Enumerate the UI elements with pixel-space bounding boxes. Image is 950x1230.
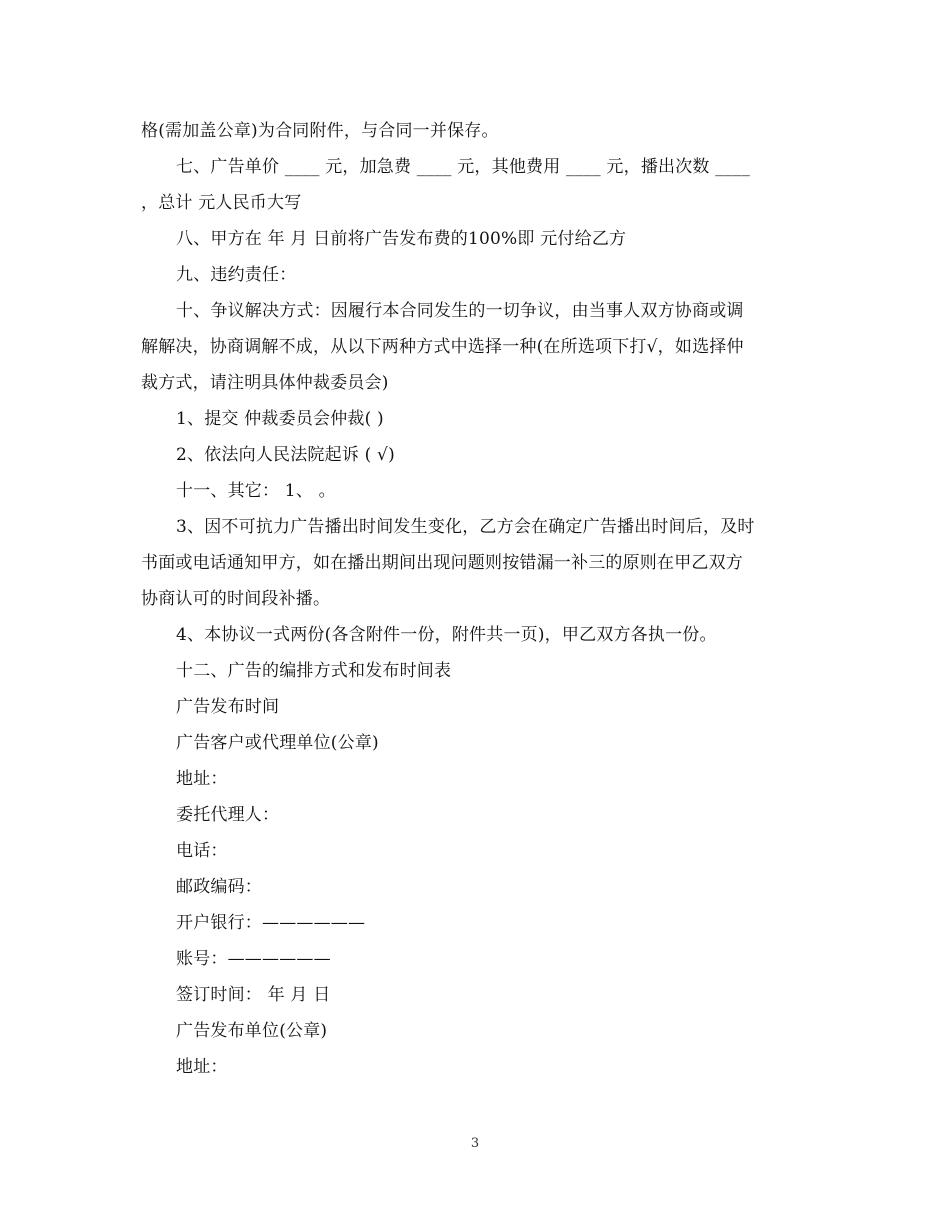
clause-10-dispute-line-1: 十、争议解决方式：因履行本合同发生的一切争议，由当事人双方协商或调 bbox=[176, 301, 744, 321]
dispute-option-arbitration: 1、提交 仲裁委员会仲裁( ) bbox=[176, 409, 384, 429]
field-client-address: 地址： bbox=[176, 769, 228, 789]
field-client-or-agent: 广告客户或代理单位(公章) bbox=[176, 733, 379, 753]
field-publisher: 广告发布单位(公章) bbox=[176, 1021, 328, 1041]
field-postal-code: 邮政编码： bbox=[176, 877, 262, 897]
field-sign-date: 签订时间： 年 月 日 bbox=[176, 985, 331, 1005]
field-phone: 电话： bbox=[176, 841, 228, 861]
field-authorized-agent: 委托代理人： bbox=[176, 805, 280, 825]
other-item-3-line-3: 协商认可的时间段补播。 bbox=[141, 589, 331, 609]
clause-11-other: 十一、其它： 1、 。 bbox=[176, 481, 336, 501]
field-bank: 开户银行：—————— bbox=[176, 913, 366, 933]
field-ad-publish-time: 广告发布时间 bbox=[176, 697, 280, 717]
line-attachment-note: 格(需加盖公章)为合同附件，与合同一并保存。 bbox=[141, 121, 499, 141]
clause-7-pricing: 七、广告单价 ____ 元，加急费 ____ 元，其他费用 ____ 元，播出次数 ____ bbox=[176, 157, 751, 177]
other-item-4: 4、本协议一式两份(各含附件一份，附件共一页)，甲乙双方各执一份。 bbox=[176, 625, 717, 645]
clause-7-total: ，总计 元人民币大写 bbox=[141, 193, 302, 213]
field-publisher-address: 地址： bbox=[176, 1057, 228, 1077]
page-content bbox=[141, 113, 816, 1085]
page-number: 3 bbox=[470, 1136, 480, 1151]
clause-8-payment: 八、甲方在 年 月 日前将广告发布费的100%即 元付给乙方 bbox=[176, 229, 627, 249]
other-item-3-line-2: 书面或电话通知甲方，如在播出期间出现问题则按错漏一补三的原则在甲乙双方 bbox=[141, 553, 743, 573]
dispute-option-court: 2、依法向人民法院起诉 ( √) bbox=[176, 445, 395, 465]
clause-12-schedule: 十二、广告的编排方式和发布时间表 bbox=[176, 661, 452, 681]
other-item-3-line-1: 3、因不可抗力广告播出时间发生变化，乙方会在确定广告播出时间后，及时 bbox=[176, 517, 755, 537]
clause-9-liability: 九、违约责任： bbox=[176, 265, 297, 285]
clause-10-dispute-line-3: 裁方式，请注明具体仲裁委员会) bbox=[141, 373, 389, 393]
clause-10-dispute-line-2: 解解决，协商调解不成，从以下两种方式中选择一种(在所选项下打√，如选择仲 bbox=[141, 337, 744, 357]
field-account: 账号：—————— bbox=[176, 949, 331, 969]
